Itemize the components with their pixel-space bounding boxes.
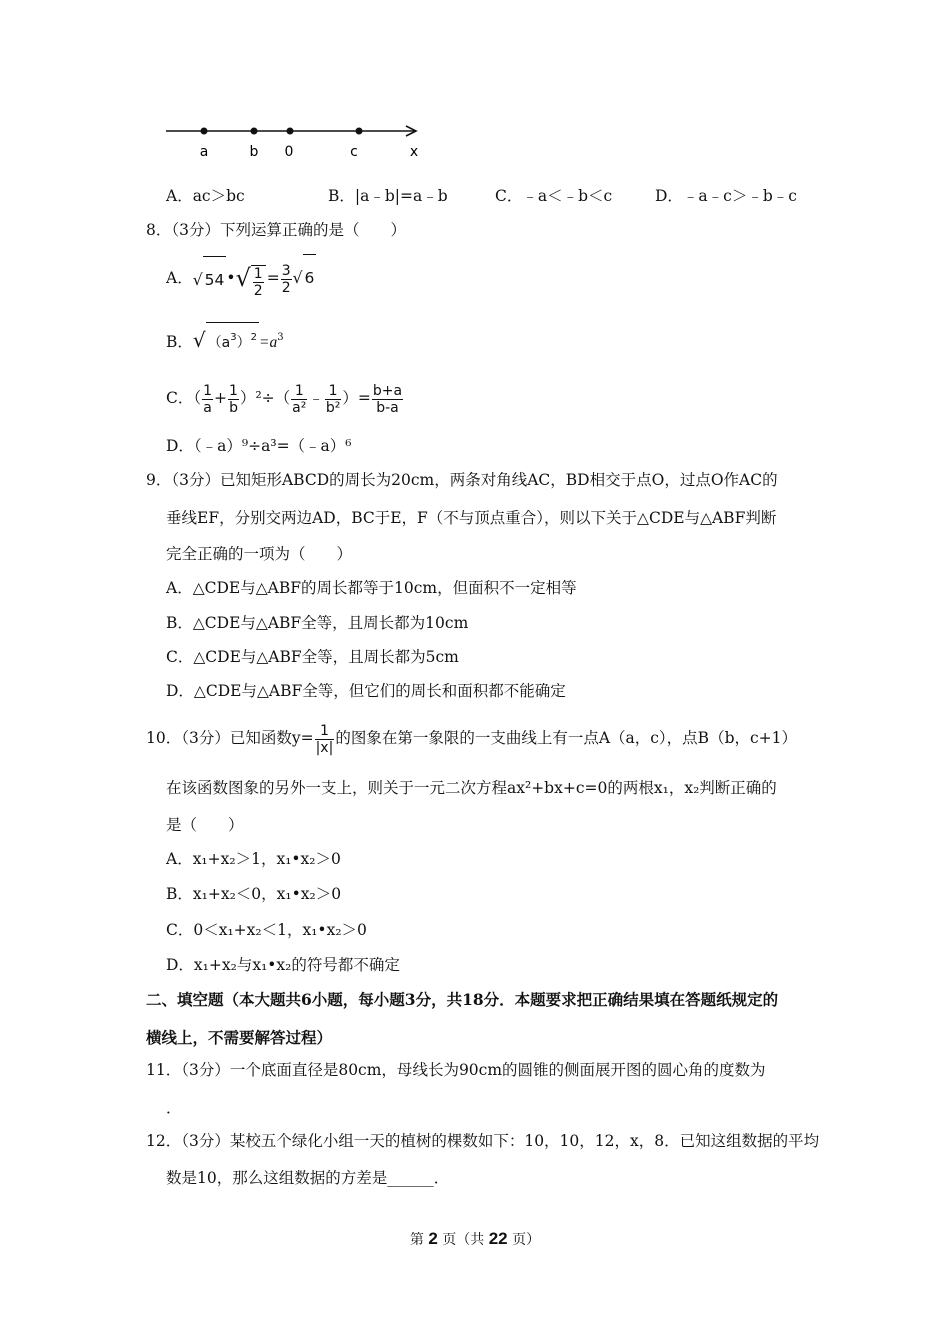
q9-option-c[interactable]: C．△CDE与△ABF全等，且周长都为5cm bbox=[166, 648, 459, 666]
q9-option-b[interactable]: B．△CDE与△ABF全等，且周长都为10cm bbox=[166, 614, 469, 632]
footer-prefix: 第 bbox=[409, 1232, 424, 1248]
frac-num: 1 bbox=[229, 382, 238, 399]
q12-stem-line1: 12．（3分）某校五个绿化小组一天的植树的棵数如下：10，10，12，x，8．已知这组数据的平均 bbox=[146, 1132, 820, 1150]
number-line bbox=[160, 118, 440, 166]
q7-option-d[interactable]: D．﹣a﹣c＞﹣b﹣c bbox=[655, 187, 797, 205]
frac-num: 1 bbox=[291, 383, 307, 400]
q8-stem: 8．（3分）下列运算正确的是（ ） bbox=[146, 221, 406, 239]
q10-prefix: 10．（3分）已知函数y= bbox=[146, 729, 314, 747]
frac-num: 1 bbox=[253, 265, 263, 282]
label-c: c bbox=[350, 144, 358, 160]
frac-num: 1 bbox=[203, 382, 213, 399]
q10-option-d[interactable]: D．x₁+x₂与x₁•x₂的符号都不确定 bbox=[166, 956, 400, 974]
exponent: 2 bbox=[250, 332, 257, 343]
footer-suffix: 页） bbox=[512, 1232, 541, 1248]
exponent: 3 bbox=[277, 332, 284, 343]
frac-num: b+a bbox=[372, 382, 403, 399]
q9-option-a[interactable]: A．△CDE与△ABF的周长都等于10cm，但面积不一定相等 bbox=[166, 579, 577, 597]
frac-den: 2 bbox=[281, 279, 291, 296]
label-b: b bbox=[249, 144, 259, 160]
q7-option-a[interactable]: A．ac＞bc bbox=[166, 187, 245, 205]
paren-close: ） bbox=[236, 335, 251, 351]
frac-num: 3 bbox=[281, 262, 291, 279]
frac-den: b² bbox=[325, 399, 341, 416]
frac-den: a² bbox=[292, 399, 307, 416]
q8-a-label: A． bbox=[166, 269, 193, 287]
q11-stem-line2: ． bbox=[166, 1099, 182, 1117]
q10-suffix: 的图象在第一象限的一支曲线上有一点A（a，c），点B（b，c+1） bbox=[335, 729, 798, 747]
radicand-54: 54 bbox=[203, 256, 227, 303]
exponent: 3 bbox=[230, 332, 237, 343]
q8-b-label: B． bbox=[166, 333, 193, 351]
frac-num: 1 bbox=[325, 383, 342, 400]
radicand-base: （a bbox=[207, 335, 231, 351]
point-b bbox=[251, 128, 258, 135]
section2-heading-line1: 二、填空题（本大题共6小题，每小题3分，共18分．本题要求把正确结果填在答题纸规定的 bbox=[146, 990, 779, 1009]
q11-stem-line1: 11．（3分）一个底面直径是80cm，母线长为90cm的圆锥的侧面展开图的圆心角的度数为 bbox=[146, 1061, 766, 1079]
frac-den: 2 bbox=[253, 282, 263, 299]
q10-stem-line1 bbox=[146, 716, 797, 760]
label-a: a bbox=[199, 144, 209, 160]
q9-stem-line2: 垂线EF，分别交两边AD，BC于E，F（不与顶点重合），则以下关于△CDE与△ABF判断 bbox=[166, 509, 777, 527]
point-c bbox=[356, 128, 363, 135]
q9-stem-line1: 9．（3分）已知矩形ABCD的周长为20cm，两条对角线AC，BD相交于点O，过点O作AC的 bbox=[146, 471, 778, 489]
frac-den: |x| bbox=[315, 739, 334, 756]
q8-option-a[interactable]: A．√ 54 •√ $\frac{1}{2}$ = $\frac{3}{2}$ √ 6 bbox=[166, 254, 316, 300]
radicand-b bbox=[206, 322, 259, 358]
q10-stem-line2: 在该函数图象的另外一支上，则关于一元二次方程ax²+bx+c=0的两根x₁，x₂判断正确的 bbox=[166, 779, 777, 797]
rhs: =a bbox=[258, 334, 278, 351]
section2-heading-line2: 横线上，不需要解答过程） bbox=[146, 1028, 333, 1047]
q10-option-b[interactable]: B．x₁+x₂＜0，x₁•x₂＞0 bbox=[166, 885, 342, 903]
sqrt-half: √ $\frac{1}{2}$ bbox=[235, 255, 266, 304]
q7-option-b[interactable]: B．|a﹣b|=a﹣b bbox=[328, 187, 448, 205]
q10-option-c[interactable]: C．0＜x₁+x₂＜1，x₁•x₂＞0 bbox=[166, 921, 367, 939]
q9-stem-line3: 完全正确的一项为（ ） bbox=[166, 545, 353, 563]
q10-option-a[interactable]: A．x₁+x₂＞1，x₁•x₂＞0 bbox=[166, 850, 341, 868]
minus: ﹣ bbox=[308, 389, 324, 407]
point-a bbox=[201, 128, 208, 135]
frac-num: 1 bbox=[315, 723, 335, 740]
q8-option-b[interactable]: B．√ $(a^3)^2 =a^3$ bbox=[166, 322, 284, 358]
sqrt-54: √ 54 bbox=[193, 256, 227, 303]
equals: = bbox=[266, 269, 280, 287]
point-0 bbox=[287, 128, 294, 135]
total-pages: 22 bbox=[488, 1229, 508, 1248]
mid-expression: ）²÷（ bbox=[239, 389, 291, 407]
label-x: x bbox=[409, 144, 419, 160]
radicand-6: 6 bbox=[303, 254, 317, 301]
q9-option-d[interactable]: D．△CDE与△ABF全等，但它们的周长和面积都不能确定 bbox=[166, 682, 566, 700]
q8-c-label: C．（ bbox=[166, 389, 202, 407]
q7-option-c[interactable]: C．﹣a＜﹣b＜c bbox=[495, 187, 613, 205]
q10-stem-line3: 是（ ） bbox=[166, 816, 244, 834]
page-number: 2 bbox=[428, 1229, 438, 1248]
frac-den: b bbox=[229, 399, 238, 416]
q8-option-d[interactable]: D．（﹣a）⁹÷a³=（﹣a）⁶ bbox=[166, 437, 352, 455]
plus: + bbox=[214, 389, 228, 407]
q8-option-c[interactable] bbox=[166, 376, 404, 420]
frac-den: b-a bbox=[376, 399, 399, 416]
page-footer bbox=[0, 1229, 950, 1249]
dot-symbol: • bbox=[226, 269, 236, 287]
frac-den: a bbox=[203, 399, 212, 416]
q12-stem-line2: 数是10，那么这组数据的方差是______． bbox=[166, 1169, 450, 1187]
footer-middle: 页（共 bbox=[442, 1232, 485, 1248]
close-expression: ）= bbox=[342, 389, 371, 407]
label-0: 0 bbox=[284, 144, 294, 160]
